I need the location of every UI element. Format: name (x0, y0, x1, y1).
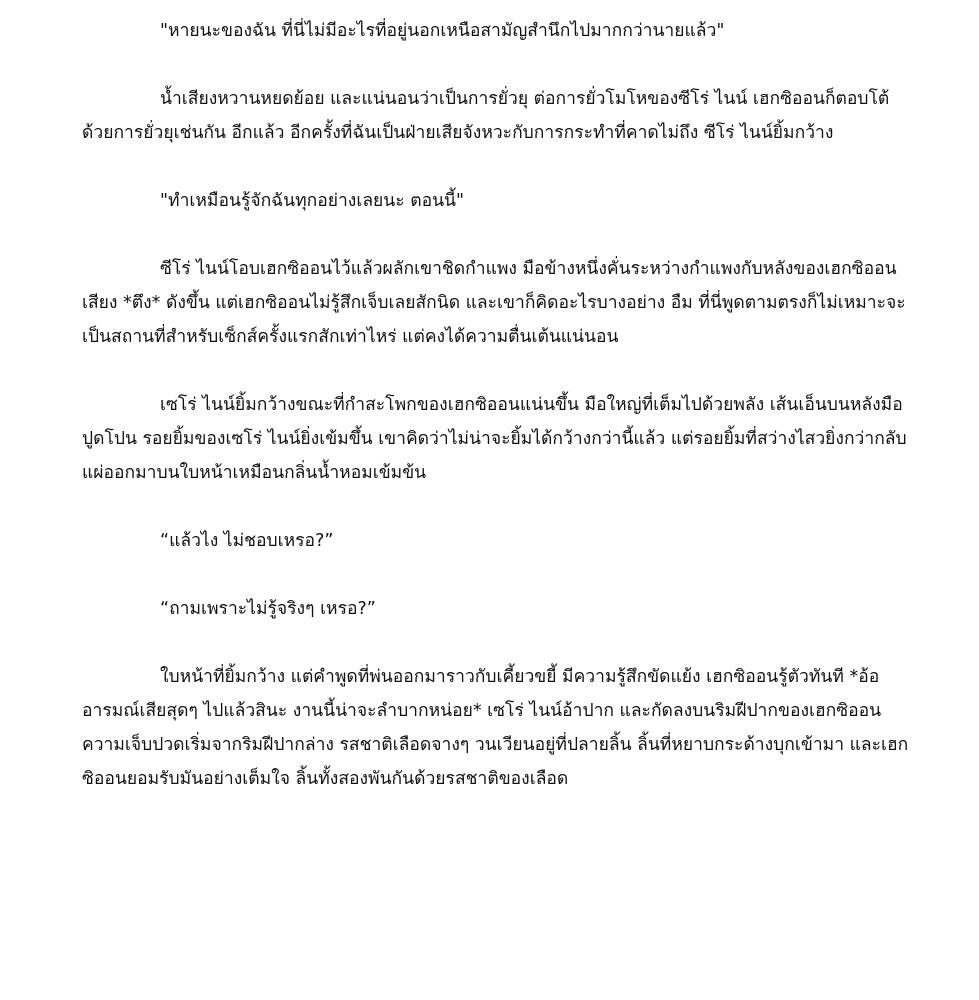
document-page (82, 14, 912, 830)
page-bottom-edge (0, 986, 979, 1000)
paragraph-dialogue-2: "ทำเหมือนรู้จักฉันทุกอย่างเลยนะ ตอนนี้" (160, 191, 465, 211)
paragraph-dialogue-1: "หายนะของฉัน ที่นี่ไม่มีอะไรที่อยู่นอกเหนือสามัญสำนึกไปมากกว่านายแล้ว" (160, 21, 725, 41)
paragraph-narration-4: ใบหน้าที่ยิ้มกว้าง แต่คำพูดที่พ่นออกมาราวกับเคี้ยวขยี้ มีความรู้สึกขัดแย้ง เฮกซิออนรู้ตัวทันที *อ้อ อารมณ์เสียสุดๆ ไปแล้วสินะ งานนี้น่าจะลำบากหน่อย* เซโร่ ไนน์อ้าปาก และกัดลงบนริมฝีปากของเฮกซิออน ความเจ็บปวดเริ่มจากริมฝีปากล่าง รสชาติเลือดจางๆ วนเวียนอยู่ที่ปลายลิ้น ลิ้นที่หยาบกระด้างบุกเข้ามา และเฮกซิออนยอมรับมันอย่างเต็มใจ ลิ้นทั้งสองพันกันด้วยรสชาติของเลือด (82, 667, 909, 789)
paragraph-narration-1: น้ำเสียงหวานหยดย้อย และแน่นอนว่าเป็นการยั่วยุ ต่อการยั่วโมโหของซีโร่ ไนน์ เฮกซิออนก็ตอบโต้ด้วยการยั่วยุเช่นกัน อีกแล้ว อีกครั้งที่ฉันเป็นฝ่ายเสียจังหวะกับการกระทำที่คาดไม่ถึง ซีโร่ ไนน์ยิ้มกว้าง (82, 89, 890, 143)
paragraph-dialogue-4: “ถามเพราะไม่รู้จริงๆ เหรอ?” (160, 599, 376, 619)
paragraph-narration-3: เซโร่ ไนน์ยิ้มกว้างขณะที่กำสะโพกของเฮกซิออนแน่นขึ้น มือใหญ่ที่เต็มไปด้วยพลัง เส้นเอ็นบนหลังมือปูดโปน รอยยิ้มของเซโร่ ไนน์ยิ่งเข้มขึ้น เขาคิดว่าไม่น่าจะยิ้มได้กว้างกว่านี้แล้ว แต่รอยยิ้มที่สว่างไสวยิ่งกว่ากลับแผ่ออกมาบนใบหน้าเหมือนกลิ่นน้ำหอมเข้มข้น (82, 395, 907, 483)
paragraph-dialogue-3: “แล้วไง ไม่ชอบเหรอ?” (160, 531, 334, 551)
paragraph-narration-2: ซีโร่ ไนน์โอบเฮกซิออนไว้แล้วผลักเขาชิดกำแพง มือข้างหนึ่งคั่นระหว่างกำแพงกับหลังของเฮกซิออน เสียง *ตึง* ดังขึ้น แต่เฮกซิออนไม่รู้สึกเจ็บเลยสักนิด และเขาก็คิดอะไรบางอย่าง อืม ที่นี่พูดตามตรงก็ไม่เหมาะจะเป็นสถานที่สำหรับเซ็กส์ครั้งแรกสักเท่าไหร่ แต่คงได้ความตื่นเต้นแน่นอน (82, 259, 906, 347)
